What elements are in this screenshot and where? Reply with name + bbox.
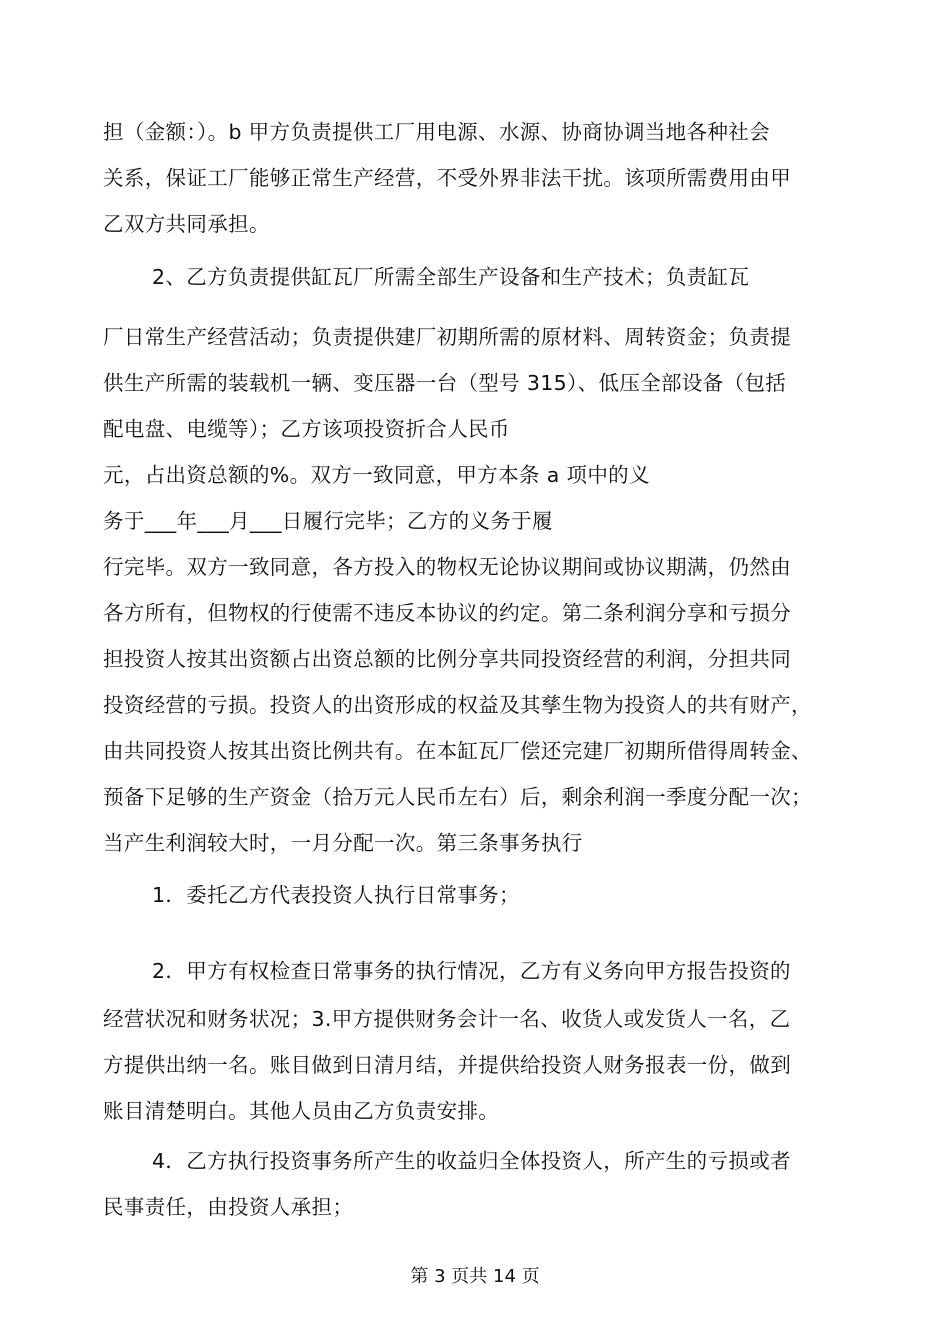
text-line: 厂日常生产经营活动；负责提供建厂初期所需的原材料、周转资金；负责提 bbox=[103, 325, 792, 349]
page-number-footer: 第 3 页共 14 页 bbox=[410, 1266, 540, 1287]
text-line: 配电盘、电缆等）；乙方该项投资折合人民币 bbox=[103, 417, 510, 441]
text-line: 元，占出资总额的%。双方一致同意，甲方本条 a 项中的义 bbox=[103, 463, 650, 487]
text-line: 经营状况和财务状况；3.甲方提供财务会计一名、收货人或发货人一名，乙 bbox=[103, 1007, 791, 1031]
text-line: 由共同投资人按其出资比例共有。在本缸瓦厂偿还完建厂初期所借得周转金、 bbox=[103, 739, 812, 763]
text-line: 4．乙方执行投资事务所产生的收益归全体投资人，所产生的亏损或者 bbox=[152, 1149, 791, 1173]
text-line: 各方所有，但物权的行使需不违反本协议的约定。第二条利润分享和亏损分 bbox=[103, 601, 792, 625]
text-line: 2、乙方负责提供缸瓦厂所需全部生产设备和生产技术；负责缸瓦 bbox=[152, 265, 750, 289]
text-line: 当产生利润较大时，一月分配一次。第三条事务执行 bbox=[103, 831, 583, 855]
text-line: 务于___年___月___日履行完毕；乙方的义务于履 bbox=[103, 509, 553, 533]
text-line: 1．委托乙方代表投资人执行日常事务； bbox=[152, 883, 520, 907]
text-line: 担（金额：）。b 甲方负责提供工厂用电源、水源、协商协调当地各种社会 bbox=[103, 120, 770, 144]
text-line: 担投资人按其出资额占出资总额的比例分享共同投资经营的利润，分担共同 bbox=[103, 647, 792, 671]
text-line: 投资经营的亏损。投资人的出资形成的权益及其孳生物为投资人的共有财产， bbox=[103, 693, 812, 717]
text-line: 供生产所需的装载机一辆、变压器一台（型号 315）、低压全部设备（包括 bbox=[103, 371, 787, 395]
text-line: 账目清楚明白。其他人员由乙方负责安排。 bbox=[103, 1099, 500, 1123]
text-line: 预备下足够的生产资金（拾万元人民币左右）后，剩余利润一季度分配一次； bbox=[103, 785, 812, 809]
text-line: 关系，保证工厂能够正常生产经营，不受外界非法干扰。该项所需费用由甲 bbox=[103, 166, 792, 190]
text-line: 民事责任，由投资人承担； bbox=[103, 1195, 354, 1219]
text-line: 方提供出纳一名。账目做到日清月结，并提供给投资人财务报表一份，做到 bbox=[103, 1053, 792, 1077]
text-line: 乙双方共同承担。 bbox=[103, 212, 270, 236]
text-line: 2．甲方有权检查日常事务的执行情况，乙方有义务向甲方报告投资的 bbox=[152, 959, 791, 983]
text-line: 行完毕。双方一致同意，各方投入的物权无论协议期间或协议期满，仍然由 bbox=[103, 555, 792, 579]
